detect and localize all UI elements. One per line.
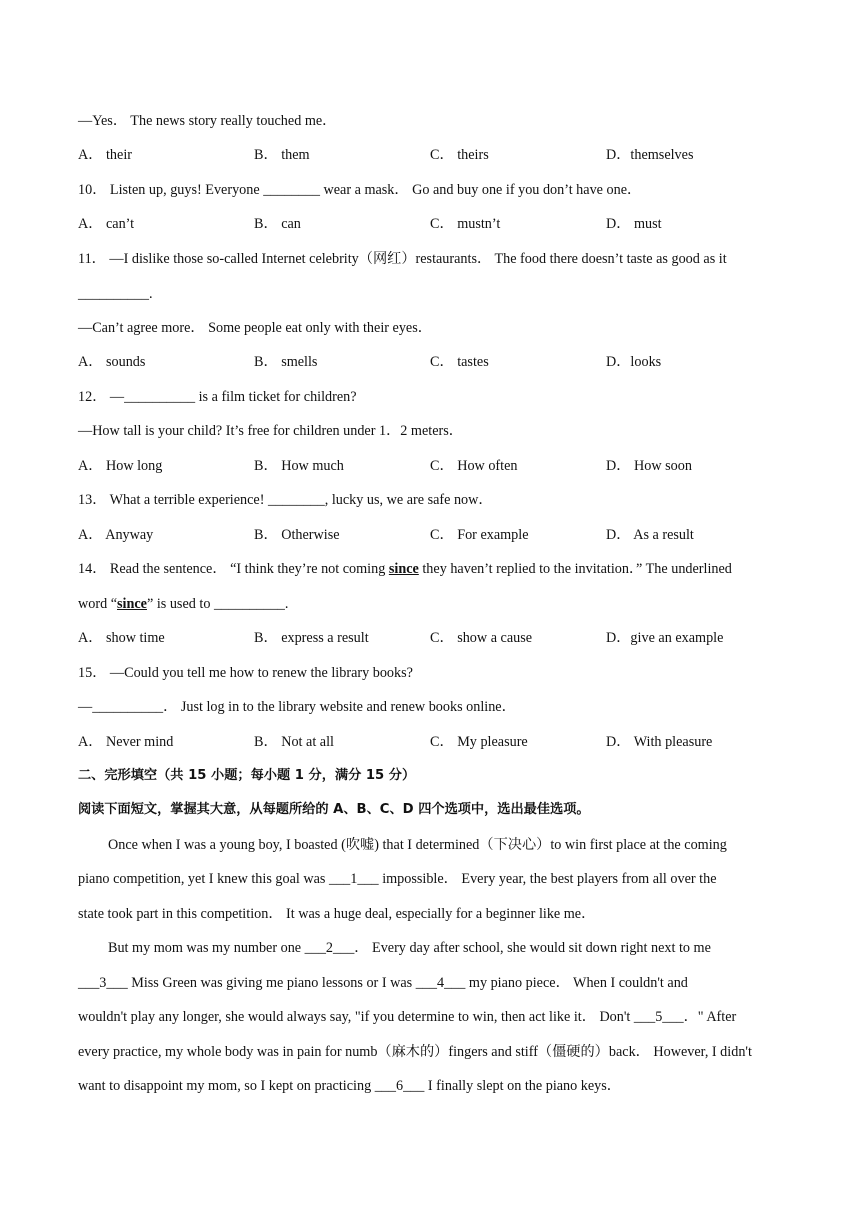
q14-option-c: C． show a cause xyxy=(430,630,533,646)
q9-answer-line: —Yes． The news story really touched me． xyxy=(78,113,337,129)
q11-options xyxy=(78,353,798,371)
passage-line-6: wouldn't play any longer, she would always say, "if you determine to win, then act like it． Don't ___5___．" After xyxy=(78,1009,737,1025)
q14-cont-part1: word “ xyxy=(78,596,118,612)
passage-line-2: piano competition, yet I knew this goal was ___1___ impossible． Every year, the best players from all over the xyxy=(78,871,717,887)
passage-line-5: ___3___ Miss Green was giving me piano lessons or I was ___4___ my piano piece． When I couldn't and xyxy=(78,975,688,991)
passage-line-7: every practice, my whole body was in pain for numb（麻木的）fingers and stiff（僵硬的）back． However, I didn't xyxy=(78,1044,752,1060)
section2-heading: 二、完形填空（共 15 小题；每小题 1 分，满分 15 分） xyxy=(78,768,416,783)
q11-option-a: A． sounds xyxy=(78,354,146,370)
q9-option-c: C． theirs xyxy=(430,147,489,163)
q14-underlined-word: since xyxy=(388,561,419,577)
q14-cont-underlined-word: since xyxy=(117,596,147,612)
q14-stem xyxy=(78,560,732,578)
q11-answer-line: —Can’t agree more． Some people eat only with their eyes． xyxy=(78,320,432,336)
q11-stem-continuation: __________. xyxy=(78,286,153,302)
q14-option-a: A． show time xyxy=(78,630,165,646)
q10-option-b: B． can xyxy=(254,216,301,232)
q11-option-d: D．looks xyxy=(606,354,662,370)
q12-stem: 12． —__________ is a film ticket for children? xyxy=(78,389,357,405)
section2-instruction: 阅读下面短文，掌握其大意，从每题所给的 A、B、C、D 四个选项中，选出最佳选项。 xyxy=(78,802,590,817)
q11-stem: 11． —I dislike those so-called Internet celebrity（网红）restaurants． The food there doesn’t taste as good as it xyxy=(78,251,727,267)
q14-stem-continuation xyxy=(78,595,288,613)
q15-option-a: A． Never mind xyxy=(78,734,174,750)
q13-options xyxy=(78,526,798,544)
q9-option-b: B． them xyxy=(254,147,310,163)
q10-option-a: A． can’t xyxy=(78,216,135,232)
passage-line-8: want to disappoint my mom, so I kept on practicing ___6___ I finally slept on the piano keys． xyxy=(78,1078,621,1094)
q14-cont-part2: ” is used to __________. xyxy=(146,596,289,612)
q13-option-a: A． Anyway xyxy=(78,527,154,543)
passage-line-3: state took part in this competition． It was a huge deal, especially for a beginner like me． xyxy=(78,906,596,922)
q15-options xyxy=(78,733,798,751)
q10-options xyxy=(78,215,798,233)
q11-option-c: C． tastes xyxy=(430,354,489,370)
q10-option-d: D． must xyxy=(606,216,662,232)
q12-answer-line: —How tall is your child? It’s free for children under 1．2 meters． xyxy=(78,423,463,439)
q13-option-c: C． For example xyxy=(430,527,529,543)
q14-options xyxy=(78,629,798,647)
q15-option-d: D． With pleasure xyxy=(606,734,713,750)
q15-option-c: C． My pleasure xyxy=(430,734,528,750)
q12-option-b: B． How much xyxy=(254,458,344,474)
q15-answer-line: —__________． Just log in to the library website and renew books online． xyxy=(78,699,516,715)
q9-options xyxy=(78,146,798,164)
q15-option-b: B． Not at all xyxy=(254,734,334,750)
q12-option-a: A． How long xyxy=(78,458,163,474)
q9-option-d: D．themselves xyxy=(606,147,694,163)
q12-options xyxy=(78,457,798,475)
q12-option-d: D． How soon xyxy=(606,458,692,474)
q9-option-a: A． their xyxy=(78,147,132,163)
q11-option-b: B． smells xyxy=(254,354,318,370)
q10-stem: 10． Listen up, guys! Everyone ________ wear a mask． Go and buy one if you don’t have one． xyxy=(78,182,642,198)
q12-option-c: C． How often xyxy=(430,458,518,474)
q10-option-c: C． mustn’t xyxy=(430,216,501,232)
q13-stem: 13． What a terrible experience! ________, lucky us, we are safe now． xyxy=(78,492,493,508)
q13-option-b: B． Otherwise xyxy=(254,527,340,543)
q14-option-d: D．give an example xyxy=(606,630,724,646)
q14-stem-part2: they haven’t replied to the invitation．” The underlined xyxy=(418,561,732,577)
passage-line-4: But my mom was my number one ___2___． Every day after school, she would sit down right next to me xyxy=(108,940,711,956)
q15-stem: 15． —Could you tell me how to renew the library books? xyxy=(78,665,413,681)
q14-option-b: B． express a result xyxy=(254,630,369,646)
q14-stem-part1: 14． Read the sentence． “I think they’re not coming xyxy=(78,561,389,577)
passage-line-1: Once when I was a young boy, I boasted (吹嘘) that I determined（下决心）to win first place at the coming xyxy=(108,837,727,853)
q13-option-d: D． As a result xyxy=(606,527,694,543)
